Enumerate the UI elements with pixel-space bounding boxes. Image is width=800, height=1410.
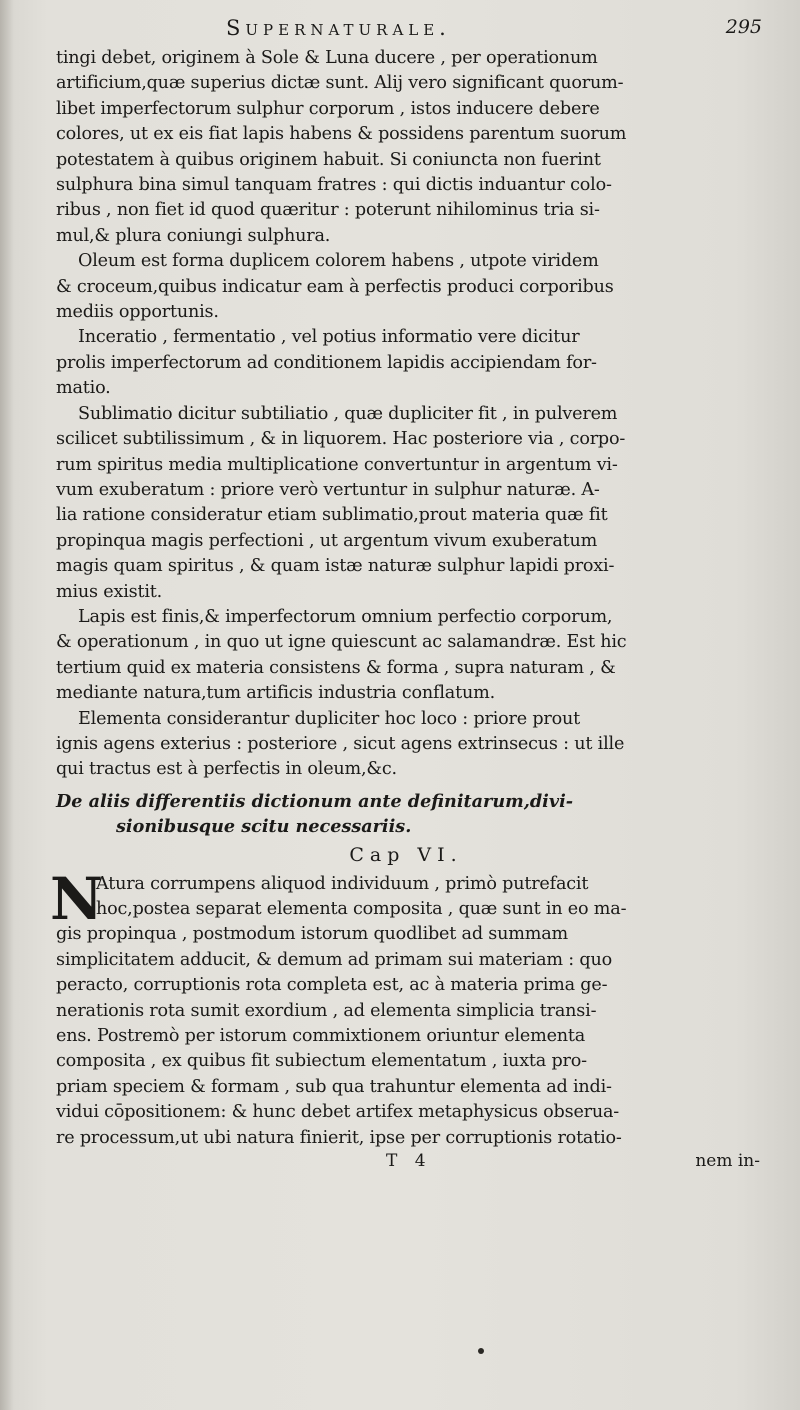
text-line: rum spiritus media multiplicatione convertuntur in argentum vi- [56,454,618,475]
text-line: prolis imperfectorum ad conditionem lapidis accipiendam for- [56,352,597,373]
paragraph [56,605,756,707]
text-line: & operationum , in quo ut igne quiescunt ac salamandræ. Est hic [56,632,627,653]
section-heading [56,789,756,840]
paragraph [56,249,756,325]
drop-capital: N [50,864,103,933]
text-line: simplicitatem adducit, & demum ad primam sui materiam : quo [56,949,612,970]
text-line: & croceum,quibus indicatur eam à perfectis produci corporibus [56,276,614,297]
text-line: qui tractus est à perfectis in oleum,&c. [56,759,397,780]
text-line: tingi debet, originem à Sole & Luna ducere , per operationum [56,48,598,68]
text-line: Elementa considerantur dupliciter hoc loco : priore prout [78,708,580,729]
text-line: mius existit. [56,581,163,602]
text-line: libet imperfectorum sulphur corporum , istos inducere debere [56,98,600,119]
text-line: colores, ut ex eis fiat lapis habens & possidens parentum suorum [56,124,627,145]
running-head [56,12,762,46]
text-line: vidui cōpositionem: & hunc debet artifex metaphysicus obserua- [56,1102,620,1123]
text-line: tertium quid ex materia consistens & forma , supra naturam , & [56,657,616,678]
catchword: nem in- [695,1151,760,1172]
text-line: mediis opportunis. [56,302,219,323]
text-line: peracto, corruptionis rota completa est, ac à materia prima ge- [56,975,608,996]
text-line: Lapis est finis,& imperfectorum omnium perfectio corporum, [78,606,613,627]
text-line: mul,& plura coniungi sulphura. [56,225,331,246]
text-line: ens. Postremò per istorum commixtionem oriuntur elementa [56,1026,586,1047]
text-line: potestatem à quibus originem habuit. Si coniuncta non fuerint [56,149,601,170]
text-line: nerationis rota sumit exordium , ad elementa simplicia transi- [56,1000,597,1021]
paragraph [56,46,756,249]
text-block [50,12,762,1177]
section-heading-line-1: De aliis differentiis dictionum ante definitarum,divi- [56,790,574,812]
text-line: priam speciem & formam , sub qua trahuntur elementa ad indi- [56,1076,612,1097]
text-line: Oleum est forma duplicem colorem habens , utpote viridem [78,251,599,272]
text-line: artificium,quæ superius dictæ sunt. Alij vero significant quorum- [56,73,624,94]
text-line: hoc,postea separat elementa composita , quæ sunt in eo ma- [96,899,627,919]
chapter-title: Cap VI. [349,843,463,866]
text-line: sulphura bina simul tanquam fratres : qui dictis induantur colo- [56,175,612,196]
section-heading-line-2: sionibusque scitu necessariis. [116,816,412,838]
running-title: Supernaturale. [226,16,451,40]
paragraph [56,707,756,783]
text-line: composita , ex quibus fit subiectum elementatum , iuxta pro- [56,1051,587,1072]
text-line: propinqua magis perfectioni , ut argentum vivum exuberatum [56,530,598,551]
paragraph [56,402,756,605]
text-line: re processum,ut ubi natura finierit, ipse per corruptionis rotatio- [56,1127,622,1148]
body-paragraphs [56,46,756,783]
text-line: magis quam spiritus , & quam istæ naturæ sulphur lapidi proxi- [56,556,615,577]
ink-speck [478,1348,484,1354]
text-line: Inceratio , fermentatio , vel potius informatio vere dicitur [78,327,580,348]
page-gutter-shadow [0,0,14,1410]
text-line: ribus , non fiet id quod quæritur : poterunt nihilominus tria si- [56,200,600,221]
text-line: vum exuberatum : priore verò vertuntur in sulphur naturæ. A- [56,479,600,500]
signature-mark: T 4 [386,1151,432,1172]
page-number: 295 [725,16,762,38]
text-line: mediante natura,tum artificis industria conflatum. [56,683,495,704]
text-line: Atura corrumpens aliquod individuum , primò putrefacit [96,873,589,894]
signature-line [56,1151,760,1177]
text-line: gis propinqua , postmodum istorum quodlibet ad summam [56,924,568,945]
text-line: Sublimatio dicitur subtiliatio , quæ dupliciter fit , in pulverem [78,403,618,424]
text-line: ignis agens exterius : posteriore , sicut agens extrinsecus : ut ille [56,733,625,754]
chapter-paragraph [50,864,756,1151]
text-line: scilicet subtilissimum , & in liquorem. Hac posteriore via , corpo- [56,429,626,450]
text-line: lia ratione consideratur etiam sublimatio,prout materia quæ fit [56,505,608,526]
paragraph [56,325,756,401]
text-line: matio. [56,378,111,399]
